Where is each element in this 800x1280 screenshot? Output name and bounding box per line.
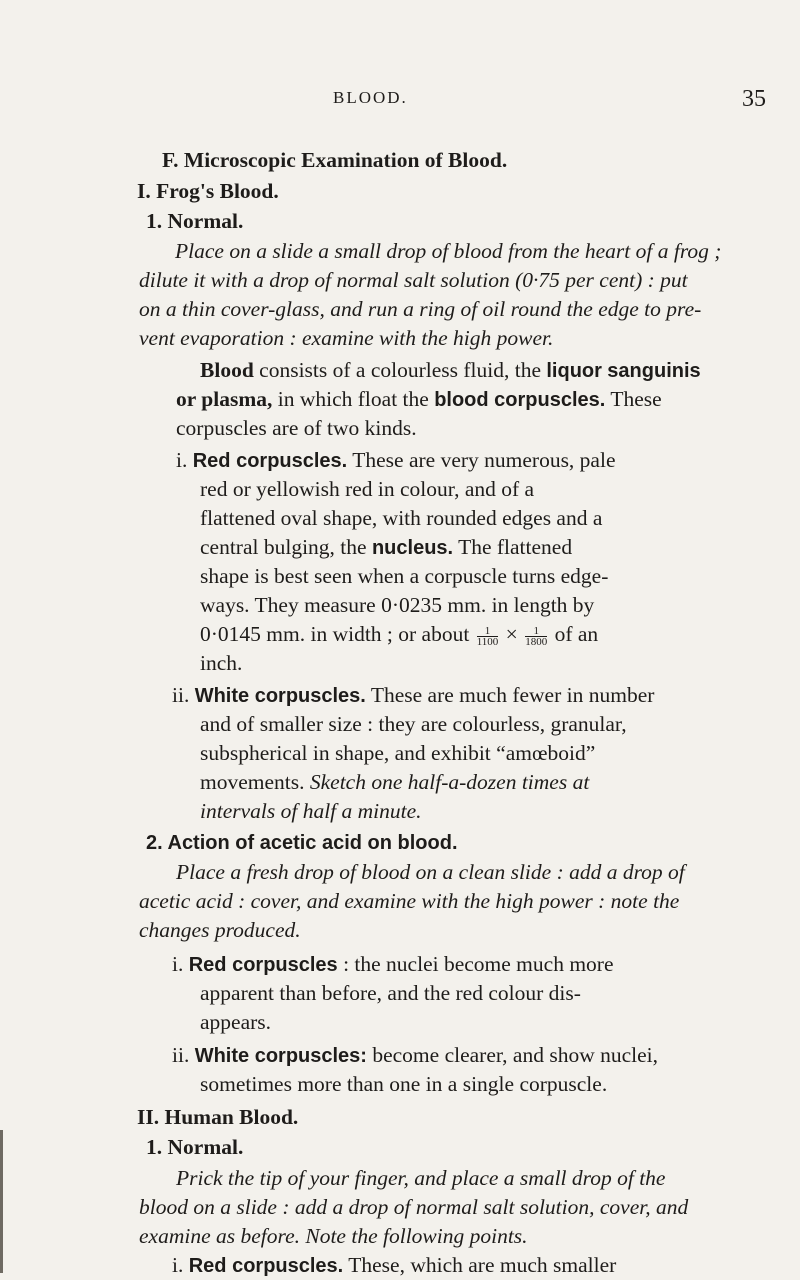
paragraph-line: inch. xyxy=(200,651,243,675)
section-heading: F. Microscopic Examination of Blood. xyxy=(162,148,508,172)
term: White corpuscles. xyxy=(194,685,366,707)
instruction-line: dilute it with a drop of normal salt solution (0·75 per cent) : put xyxy=(139,268,688,292)
instruction-line: acetic acid : cover, and examine with the high power : note the xyxy=(139,889,680,913)
paragraph-line: shape is best seen when a corpuscle turns edge- xyxy=(200,564,609,588)
paragraph-line: ways. They measure 0·0235 mm. in length by xyxy=(200,593,595,617)
term: Red corpuscles. xyxy=(188,1255,344,1277)
term: sanguinis xyxy=(607,360,701,382)
fraction: $\frac{1}{1100}$ xyxy=(476,624,499,648)
paragraph-line: Blood consists of a colourless fluid, the liquor sanguinis xyxy=(200,358,701,382)
frog-blood-heading: I. Frog's Blood. xyxy=(137,179,279,203)
page-number: 35 xyxy=(742,86,766,112)
paragraph-line: and of smaller size : they are colourless, granular, xyxy=(200,712,627,736)
instruction-line: Place on a slide a small drop of blood from the heart of a frog ; xyxy=(175,239,722,263)
term: liquor xyxy=(546,360,602,382)
running-title: BLOOD. xyxy=(333,88,408,107)
paragraph-line: intervals of half a minute. xyxy=(200,799,422,823)
page-edge-shadow xyxy=(0,1130,3,1273)
human-normal-heading: 1. Normal. xyxy=(146,1135,244,1159)
term: or plasma, xyxy=(176,387,273,411)
frog-normal-heading: 1. Normal. xyxy=(146,209,244,233)
term: nucleus. xyxy=(371,537,454,559)
list-item-white-corpuscles: ii. White corpuscles: become clearer, and show nuclei, xyxy=(172,1043,659,1067)
instruction-line: blood on a slide : add a drop of normal salt solution, cover, and xyxy=(139,1195,689,1219)
list-item-white-corpuscles: ii. White corpuscles. These are much fewer in number xyxy=(172,683,655,707)
paragraph-line: central bulging, the nucleus. The flattened xyxy=(200,535,573,559)
paragraph-line: subspherical in shape, and exhibit “amœboid” xyxy=(200,741,596,765)
instruction-line: Prick the tip of your finger, and place a small drop of the xyxy=(176,1166,666,1190)
paragraph-line: apparent than before, and the red colour dis- xyxy=(200,981,581,1005)
term: Blood xyxy=(200,358,254,382)
list-item-red-corpuscles: i. Red corpuscles. These are very numerous, pale xyxy=(176,448,616,472)
term: White corpuscles: xyxy=(194,1045,367,1067)
acetic-acid-heading: 2. Action of acetic acid on blood. xyxy=(146,832,458,854)
paragraph-line: or plasma, in which float the blood corpuscles. These xyxy=(176,387,662,411)
instruction-line: vent evaporation : examine with the high power. xyxy=(139,326,554,350)
instruction-line: changes produced. xyxy=(139,918,301,942)
list-item-red-corpuscles: i. Red corpuscles : the nuclei become much more xyxy=(172,952,614,976)
fraction: $\frac{1}{1800}$ xyxy=(525,624,548,648)
human-blood-heading: II. Human Blood. xyxy=(137,1105,299,1129)
term: Red corpuscles xyxy=(188,954,338,976)
paragraph-line: sometimes more than one in a single corpuscle. xyxy=(200,1072,608,1096)
list-item-red-corpuscles: i. Red corpuscles. These, which are much smaller xyxy=(172,1253,617,1277)
paragraph-line: flattened oval shape, with rounded edges and a xyxy=(200,506,603,530)
term: Red corpuscles. xyxy=(192,450,348,472)
instruction-line: examine as before. Note the following points. xyxy=(139,1224,528,1248)
paragraph-line: movements. Sketch one half-a-dozen times at xyxy=(200,770,590,794)
paragraph-line: appears. xyxy=(200,1010,272,1034)
running-head xyxy=(0,86,800,116)
instruction-line: Place a fresh drop of blood on a clean slide : add a drop of xyxy=(176,860,685,884)
paragraph-line: 0·0145 mm. in width ; or about $\frac{1}{1100}$ × $\frac{1}{1800}$ of an xyxy=(200,622,599,648)
term: blood corpuscles. xyxy=(434,389,606,411)
instruction-line: on a thin cover-glass, and run a ring of oil round the edge to pre- xyxy=(139,297,702,321)
paragraph-line: red or yellowish red in colour, and of a xyxy=(200,477,535,501)
paragraph-line: corpuscles are of two kinds. xyxy=(176,416,417,440)
